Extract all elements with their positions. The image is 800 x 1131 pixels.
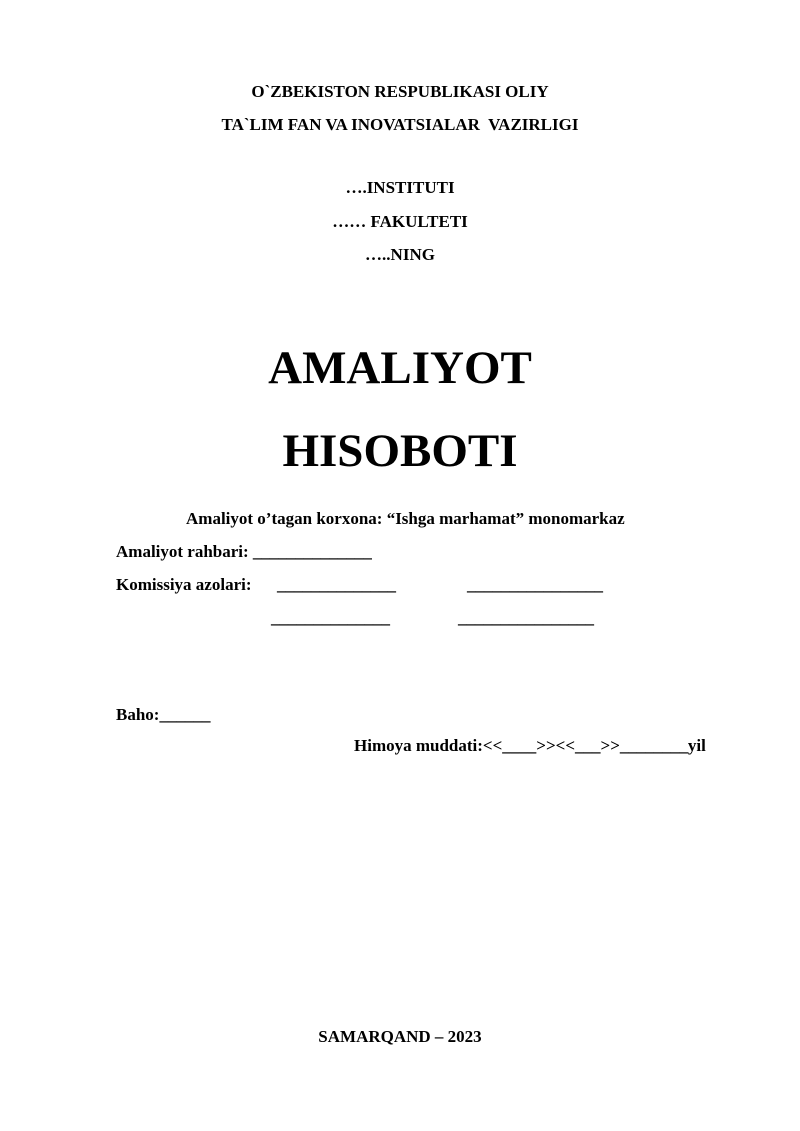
defense-date-line: Himoya muddati:<<____>><<___>>________yil [354, 736, 706, 755]
title-line-1: AMALIYOT [268, 342, 532, 394]
ministry-line-1: O`ZBEKISTON RESPUBLIKASI OLIY [251, 82, 549, 101]
supervisor-line: Amaliyot rahbari: ______________ [116, 542, 372, 561]
commission-blank-1: ______________ [277, 575, 396, 594]
title-line-2: HISOBOTI [282, 425, 518, 477]
commission-blank-3: ______________ [271, 608, 390, 627]
city-year-line: SAMARQAND – 2023 [318, 1027, 482, 1046]
institute-line: ….INSTITUTI [345, 178, 455, 197]
ministry-line-2: TA`LIM FAN VA INOVATSIALAR VAZIRLIGI [221, 115, 579, 134]
faculty-line: …… FAKULTETI [332, 212, 468, 231]
grade-line: Baho:______ [116, 705, 211, 724]
commission-label: Komissiya azolari: [116, 575, 252, 594]
owner-line: …..NING [365, 245, 435, 264]
commission-blank-2: ________________ [467, 575, 603, 594]
commission-blank-4: ________________ [458, 608, 594, 627]
company-line: Amaliyot o’tagan korxona: “Ishga marhamat” monomarkaz [186, 509, 625, 528]
